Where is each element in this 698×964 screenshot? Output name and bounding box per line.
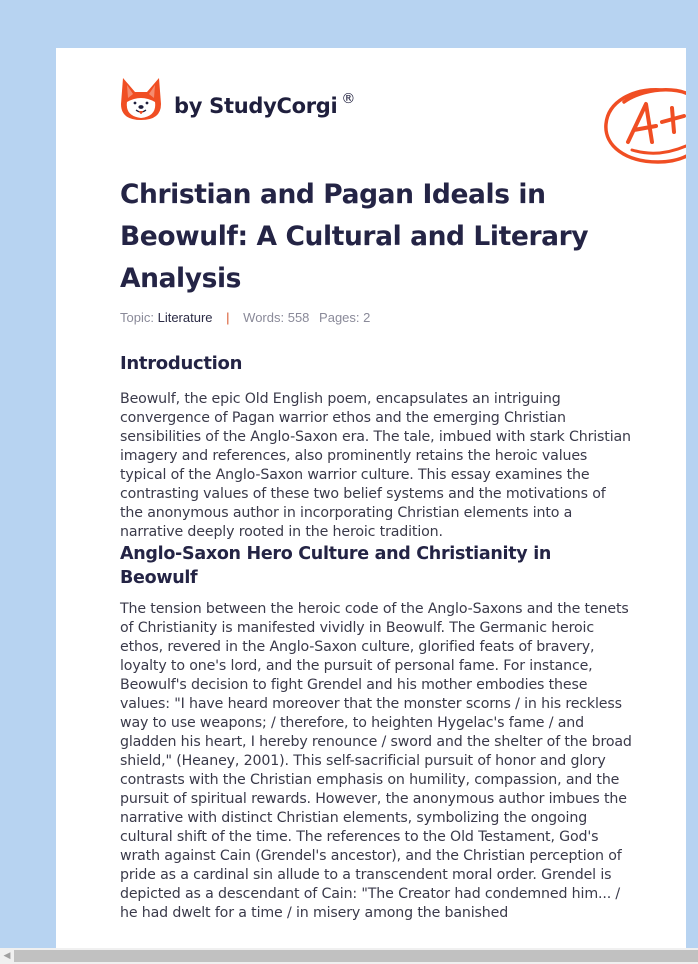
horizontal-scrollbar[interactable]	[0, 948, 698, 964]
registered-mark: ®	[341, 91, 356, 107]
header	[120, 74, 640, 134]
brand-name[interactable]	[174, 91, 356, 118]
corgi-logo-icon	[120, 76, 162, 122]
brand-text: by StudyCorgi	[174, 94, 338, 118]
section-heading-introduction: Introduction	[120, 353, 243, 374]
section-body-hero-culture: The tension between the heroic code of the Anglo-Saxons and the tenets of Christianity is manifested vividly in Beowulf. The Germanic heroic ethos, revered in the Anglo-Saxon culture, glorified feats of bravery, loyalty to one's lord, and the pursuit of personal fame. For instance, Beowulf's decision to fight Grendel and his mother embodies these values: "I have heard moreover that the monster scorns / in his reckless way to use weapons; / therefore, to heighten Hygelac's fame / and gladden his heart, I hereby renounce / sword and the shelter of the broad shield," (Heaney, 2001). This self-sacrificial pursuit of honor and glory contrasts with the Christian emphasis on humility, compassion, and the pursuit of spiritual rewards. However, the anonymous author imbues the narrative with distinct Christian elements, symbolizing the ongoing cultural shift of the time. The references to the Old Testament, God's wrath against Cain (Grendel's ancestor), and the Christian perception of pride as a cardinal sin allude to a transcendent moral order. Grendel is depicted as a descendant of Cain: "The Creator had condemned him... / he had dwelt for a time / in misery among the banished	[120, 601, 632, 921]
pages-count: 2	[363, 310, 371, 325]
document-meta	[120, 310, 632, 325]
document-content	[120, 174, 632, 923]
meta-separator: |	[226, 310, 230, 325]
topic-label: Topic:	[120, 310, 154, 325]
document-page	[56, 48, 686, 958]
a-plus-grade-icon	[602, 84, 686, 166]
section-body-introduction: Beowulf, the epic Old English poem, encapsulates an intriguing convergence of Pagan warrior ethos and the emerging Christian sensibilities of the Anglo-Saxon era. The tale, imbued with stark Christian imagery and references, also prominently retains the heroic values typical of the Anglo-Saxon warrior culture. This essay examines the contrasting values of these two belief systems and the motivations of the anonymous author in incorporating Christian elements into a narrative deeply rooted in the heroic tradition.	[120, 391, 631, 540]
words-label: Words:	[243, 310, 285, 325]
pages-label: Pages:	[319, 310, 360, 325]
scroll-left-arrow-icon[interactable]: ◀	[3, 951, 11, 961]
words-count: 558	[287, 310, 310, 325]
scrollbar-thumb[interactable]	[14, 950, 698, 962]
section-heading-hero-culture: Anglo-Saxon Hero Culture and Christianity in Beowulf	[120, 544, 552, 588]
topic-link[interactable]: Literature	[157, 310, 213, 325]
page-title: Christian and Pagan Ideals in Beowulf: A Cultural and Literary Analysis	[120, 179, 589, 294]
